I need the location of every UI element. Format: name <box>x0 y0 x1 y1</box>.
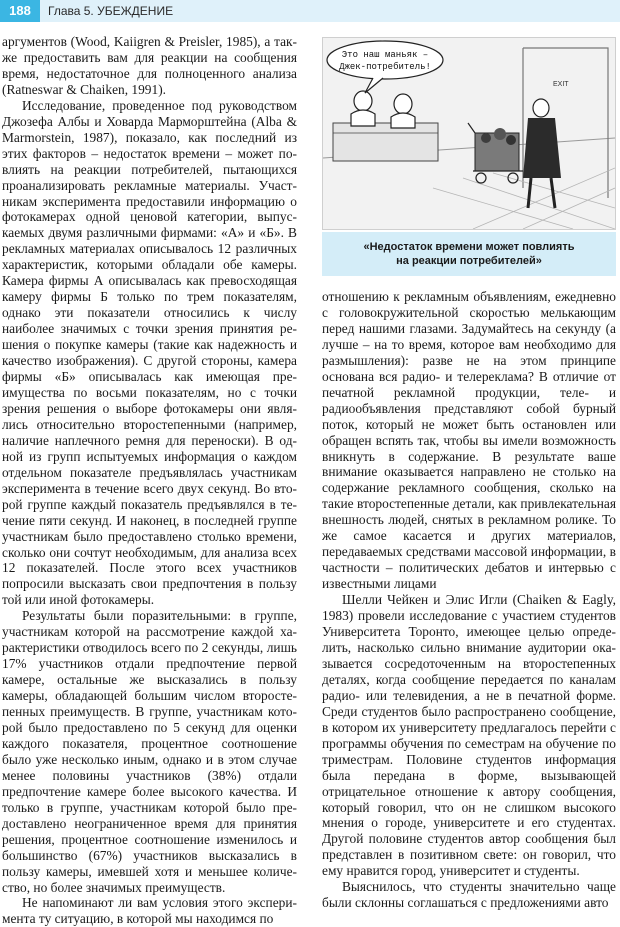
right-text-column <box>322 289 616 911</box>
cartoon-illustration <box>322 37 616 230</box>
speech-bubble-line2: Джек-потребитель! <box>339 62 431 72</box>
paragraph: Исследование, проведенное под руководством Джозефа Албы и Ховарда Марморштейна (Alba & Marmorstein, 1987), показало, как последний из этих факторов – недостаток времени – может повлиять на реакции потребителей, пытающихся проанализировать рекламные материалы. Участникам эксперимента предоставили информацию о фотокамерах одной ценовой категории, выпускаемых двумя различными фирмами: «А» и «Б». В рекламных материалах описывалось 12 различных характеристик, которыми обладали обе камеры. Камера фирмы А описывалась как превосходящая камеру фирмы Б только по трем показателям, однако эти показатели относились к числу наиболее значимых с точки зрения принятия решения о покупке камеры (такие как надежность и качество изображения). С другой стороны, камера фирмы «Б» описывалась как имеющая преимущества по восьми показателям, но с точки зрения решения о выборе фотокамеры они являлись относительно второстепенными (например, наличие наплечного ремня для переноски). В одной из групп испытуемых информация о каждом отдельном показателе предъявлялась участникам эксперимента в течение всего двух секунд. Во второй группе каждый показатель предъявлялся в течение пяти секунд. И наконец, в последней группе участникам было предоставлено столько времени, сколько они сочтут необходимым, для анализа всех 12 показателей. После этого всех участников попросили высказать свои предпочтения в пользу той или иной фотокамеры. <box>2 97 297 608</box>
figure-caption <box>322 232 616 276</box>
cartoon-drawing <box>323 38 615 229</box>
paragraph: Результаты были поразительными: в группе, участникам которой на рассмотрение каждой характеристики отводилось всего по 2 секунды, лишь 17% участников отдали предпочтение первой камере, остальные же высказались в пользу камеры, обладающей большим числом второстепенных преимуществ. В группе, участникам которой было предоставлено по 5 секунд для оценки каждого показателя, процентное соотношение было уже несколько иным, однако и в этом случае менее половины участников (38%) отдали предпочтение камере более высокого качества. И только в группе, участникам которой было предоставлено неограниченное время для принятия решения, процентное соотношение изменилось и большинство (67%) участников высказались в пользу камеры, имевшей хотя и меньшее количество, но более значимых преимуществ. <box>2 608 297 895</box>
paragraph: Выяснилось, что студенты значительно чаще были склонны соглашаться с предложениями авто <box>322 879 616 911</box>
paragraph: отношению к рекламным объявлениям, ежедневно с головокружительной скоростью мелькающим перед нашими глазами. Задумайтесь на секунду (а лучше – на то время, которое вам необходимо для размышления): разве не на этом принципе основана вся радио- и телереклама? В отличие от печатной рекламной продукции, теле- и радиообъявления представляют собой бурный поток, который не может быть остановлен или обращен вспять так, чтобы вы имели возможность вникнуть в содержание. В результате ваше внимание оказывается направлено не столько на содержание рекламного сообщения, сколько на такие второстепенные детали, как привлекательная внешность людей, снятых в рекламном ролике. То же самое касается и других материалов, передаваемых средствами массовой информации, в частности – политических дебатов и интервью с известными лицами <box>322 289 616 592</box>
left-text-column <box>2 34 297 927</box>
caption-line: «Недостаток времени может повлиять <box>363 241 575 253</box>
caption-line: на реакции потребителей» <box>396 255 542 267</box>
page-header <box>0 0 620 22</box>
speech-bubble-line1: Это наш маньяк – <box>341 50 429 60</box>
paragraph: аргументов (Wood, Kaiigren & Preisler, 1985), а также предоставить вам для реакции на сообщения время, недостаточное для полноценного анализа (Ratneswar & Chaiken, 1991). <box>2 34 297 97</box>
exit-sign: EXIT <box>553 81 569 88</box>
page-number: 188 <box>0 0 40 22</box>
paragraph: Шелли Чейкен и Элис Игли (Chaiken & Eagly, 1983) провели исследование с участием студентов Университета Торонто, имеющее целью определить, насколько сильно внимание аудитории оказывается сосредоточенным на второстепенных деталях, когда сообщение передается по каналам радио- или телевидения, а не в печатной форме. Среди студентов было распространено сообщение, в котором их университету предлагалось перейти с программы обучения по семестрам на обучение по триместрам. Половине студентов информация была передана в форме, вызывающей отрицательное отношение к автору сообщения, который говорил, что он не слишком высокого мнения о городе, университете и его студентах. Другой половине студентов автор сообщения был представлен в позитивном свете: он говорил, что ему нравится город, университет и студенты. <box>322 592 616 879</box>
paragraph: Не напоминают ли вам условия этого эксперимента ту ситуацию, в которой мы находимся по <box>2 895 297 927</box>
chapter-title: Глава 5. УБЕЖДЕНИЕ <box>48 4 174 18</box>
